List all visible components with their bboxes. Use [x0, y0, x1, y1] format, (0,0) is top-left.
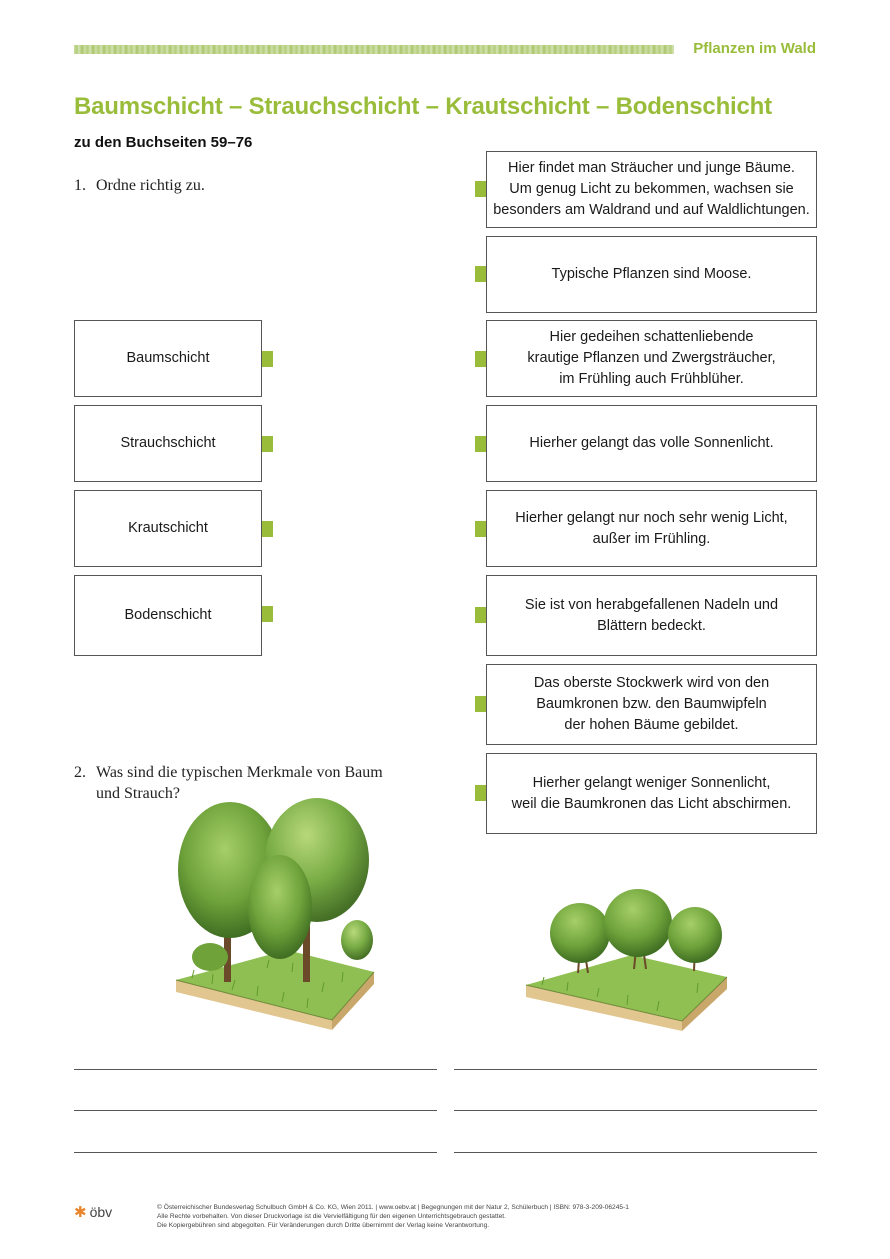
- layer-box-baumschicht[interactable]: [74, 320, 262, 397]
- right-connector-marker[interactable]: [475, 351, 486, 367]
- right-connector-marker[interactable]: [475, 521, 486, 537]
- right-connector-marker[interactable]: [475, 607, 486, 623]
- tree-illustration: [172, 792, 377, 1032]
- description-line: Blättern bedeckt.: [597, 617, 706, 634]
- answer-line[interactable]: [74, 1152, 437, 1153]
- task-2-text-line1: Was sind die typischen Merkmale von Baum: [96, 764, 383, 781]
- right-connector-marker[interactable]: [475, 436, 486, 452]
- right-connector-marker[interactable]: [475, 785, 486, 801]
- left-connector-marker[interactable]: [262, 351, 273, 367]
- description-box[interactable]: [486, 575, 817, 656]
- answer-line[interactable]: [454, 1152, 817, 1153]
- footer-line: Alle Rechte vorbehalten. Von dieser Druckvorlage ist die Vervielfältigung für den eigenen Unterrichtsgebrauch gestattet.: [157, 1213, 506, 1221]
- description-box[interactable]: [486, 664, 817, 745]
- right-connector-marker[interactable]: [475, 696, 486, 712]
- layer-label: Krautschicht: [128, 520, 208, 536]
- description-line: Um genug Licht zu bekommen, wachsen sie: [509, 181, 794, 197]
- footer-line: Die Kopiergebühren sind abgegolten. Für Veränderungen durch Dritte übernimmt der Verlag keine Verantwortung.: [157, 1222, 490, 1230]
- left-connector-marker[interactable]: [262, 436, 273, 452]
- description-line: besonders am Waldrand und auf Waldlichtungen.: [493, 202, 810, 218]
- task-2-text-line2: und Strauch?: [96, 785, 180, 802]
- description-line: Typische Pflanzen sind Moose.: [551, 266, 752, 282]
- task-2-number: 2.: [74, 764, 86, 781]
- description-box[interactable]: [486, 753, 817, 834]
- layer-box-krautschicht[interactable]: [74, 490, 262, 567]
- description-line: außer im Frühling.: [592, 530, 711, 547]
- task-1-prompt: [74, 175, 205, 196]
- description-line: Hier gedeihen schattenliebende: [549, 329, 754, 345]
- publisher-star-icon: ✱: [74, 1204, 87, 1221]
- description-line: Hierher gelangt nur noch sehr wenig Licht,: [515, 509, 788, 526]
- description-line: Hier findet man Sträucher und junge Bäume.: [508, 160, 795, 176]
- description-line: Das oberste Stockwerk wird von den: [533, 675, 770, 691]
- description-line: im Frühling auch Frühblüher.: [559, 371, 744, 387]
- right-connector-marker[interactable]: [475, 181, 486, 197]
- description-box[interactable]: [486, 151, 817, 228]
- description-line: Hierher gelangt weniger Sonnenlicht,: [532, 774, 771, 791]
- answer-line[interactable]: [74, 1110, 437, 1111]
- layer-label: Baumschicht: [126, 350, 210, 366]
- description-line: krautige Pflanzen und Zwergsträucher,: [527, 350, 776, 366]
- description-box[interactable]: [486, 320, 817, 397]
- task-1-number: 1.: [74, 177, 86, 194]
- description-box[interactable]: [486, 490, 817, 567]
- answer-line[interactable]: [74, 1069, 437, 1070]
- left-connector-marker[interactable]: [262, 606, 273, 622]
- layer-label: Bodenschicht: [124, 607, 212, 623]
- section-title: Pflanzen im Wald: [693, 40, 816, 57]
- publisher-logo-text: öbv: [89, 1204, 113, 1220]
- right-connector-marker[interactable]: [475, 266, 486, 282]
- layer-label: Strauchschicht: [120, 435, 216, 451]
- description-line: der hohen Bäume gebildet.: [564, 717, 739, 733]
- description-line: weil die Baumkronen das Licht abschirmen.: [511, 795, 792, 812]
- description-box[interactable]: [486, 236, 817, 313]
- header-decorative-bar: [74, 45, 674, 54]
- publisher-logo: [74, 1203, 112, 1221]
- layer-box-bodenschicht[interactable]: [74, 575, 262, 656]
- page-subtitle: zu den Buchseiten 59–76: [74, 134, 253, 151]
- footer-line: © Österreichischer Bundesverlag Schulbuch GmbH & Co. KG, Wien 2011. | www.oebv.at | Begegnungen mit der Natur 2, Schülerbuch | ISBN: 978-3-209-06245-1: [157, 1204, 629, 1211]
- shrub-illustration: [522, 885, 730, 1033]
- left-connector-marker[interactable]: [262, 521, 273, 537]
- description-line: Sie ist von herabgefallenen Nadeln und: [524, 596, 779, 613]
- page-title: Baumschicht – Strauchschicht – Krautschicht – Bodenschicht: [74, 93, 772, 120]
- answer-line[interactable]: [454, 1110, 817, 1111]
- description-box[interactable]: [486, 405, 817, 482]
- description-line: Hierher gelangt das volle Sonnenlicht.: [529, 435, 774, 451]
- layer-box-strauchschicht[interactable]: [74, 405, 262, 482]
- task-1-text: Ordne richtig zu.: [96, 177, 205, 194]
- description-line: Baumkronen bzw. den Baumwipfeln: [536, 696, 767, 712]
- answer-line[interactable]: [454, 1069, 817, 1070]
- footer-copyright: [157, 1203, 629, 1231]
